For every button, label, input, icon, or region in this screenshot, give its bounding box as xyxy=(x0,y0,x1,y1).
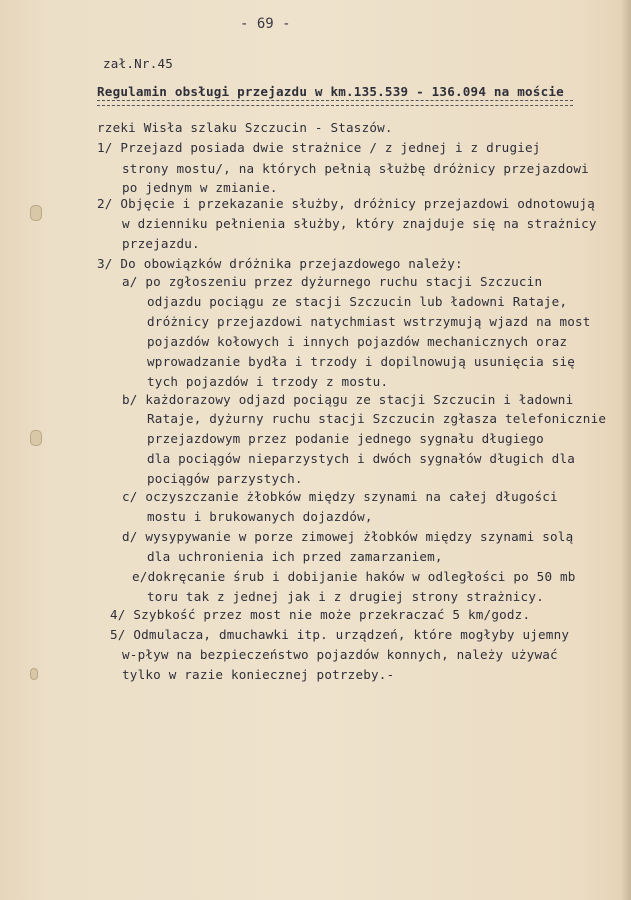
text-line: Rataje, dyżurny ruchu stacji Szczucin zgłasza telefonicznie xyxy=(147,411,607,426)
text-line: przejazdu. xyxy=(122,236,200,251)
punch-hole-mark xyxy=(30,430,42,446)
attachment-number: zał.Nr.45 xyxy=(103,56,174,71)
text-line: toru tak z jednej jak i z drugiej strony strażnicy. xyxy=(147,589,544,604)
text-line: 2/ Objęcie i przekazanie służby, dróżnicy przejazdowi odnotowują xyxy=(97,196,596,211)
text-line: dla uchronienia ich przed zamarzaniem, xyxy=(147,549,443,564)
text-line: c/ oczyszczanie żłobków między szynami na całej długości xyxy=(122,489,558,504)
text-line: tylko w razie koniecznej potrzeby.- xyxy=(122,667,395,682)
punch-hole-mark xyxy=(30,668,38,680)
text-line: dla pociągów nieparzystych i dwóch sygnałów długich dla xyxy=(147,451,576,466)
page-edge-shadow xyxy=(621,0,631,900)
text-line: e/dokręcanie śrub i dobijanie haków w odległości po 50 mb xyxy=(132,569,576,584)
text-line: mostu i brukowanych dojazdów, xyxy=(147,509,373,524)
text-line: dróżnicy przejazdowi natychmiast wstrzymują wjazd na most xyxy=(147,314,591,329)
document-title-continuation: rzeki Wisła szlaku Szczucin - Staszów. xyxy=(97,120,393,135)
text-line: d/ wysypywanie w porze zimowej żłobków między szynami solą xyxy=(122,529,574,544)
punch-hole-mark xyxy=(30,205,42,221)
text-line: 3/ Do obowiązków dróżnika przejazdowego należy: xyxy=(97,256,463,271)
text-line: po jednym w zmianie. xyxy=(122,180,278,195)
text-line: odjazdu pociągu ze stacji Szczucin lub ładowni Rataje, xyxy=(147,294,568,309)
text-line: przejazdowym przez podanie jednego sygnału długiego xyxy=(147,431,544,446)
text-line: 4/ Szybkość przez most nie może przekraczać 5 km/godz. xyxy=(110,607,531,622)
text-line: 1/ Przejazd posiada dwie strażnice / z jednej i z drugiej xyxy=(97,140,541,155)
text-line: b/ każdorazowy odjazd pociągu ze stacji Szczucin i ładowni xyxy=(122,392,574,407)
title-underline xyxy=(97,100,573,106)
text-line: pociągów parzystych. xyxy=(147,471,303,486)
text-line: wprowadzanie bydła i trzody i dopilnowują usunięcia się xyxy=(147,354,576,369)
page-number: - 69 - xyxy=(240,16,291,32)
text-line: pojazdów kołowych i innych pojazdów mechanicznych oraz xyxy=(147,334,568,349)
text-line: 5/ Odmulacza, dmuchawki itp. urządzeń, które mogłyby ujemny xyxy=(110,627,570,642)
text-line: tych pojazdów i trzody z mostu. xyxy=(147,374,389,389)
text-line: strony mostu/, na których pełnią służbę dróżnicy przejazdowi xyxy=(122,161,589,176)
text-line: w dzienniku pełnienia służby, który znajduje się na strażnicy xyxy=(122,216,597,231)
text-line: a/ po zgłoszeniu przez dyżurnego ruchu stacji Szczucin xyxy=(122,274,543,289)
text-line: w-pływ na bezpieczeństwo pojazdów konnych, należy używać xyxy=(122,647,558,662)
document-title: Regulamin obsługi przejazdu w km.135.539 - 136.094 na moście xyxy=(97,84,564,99)
